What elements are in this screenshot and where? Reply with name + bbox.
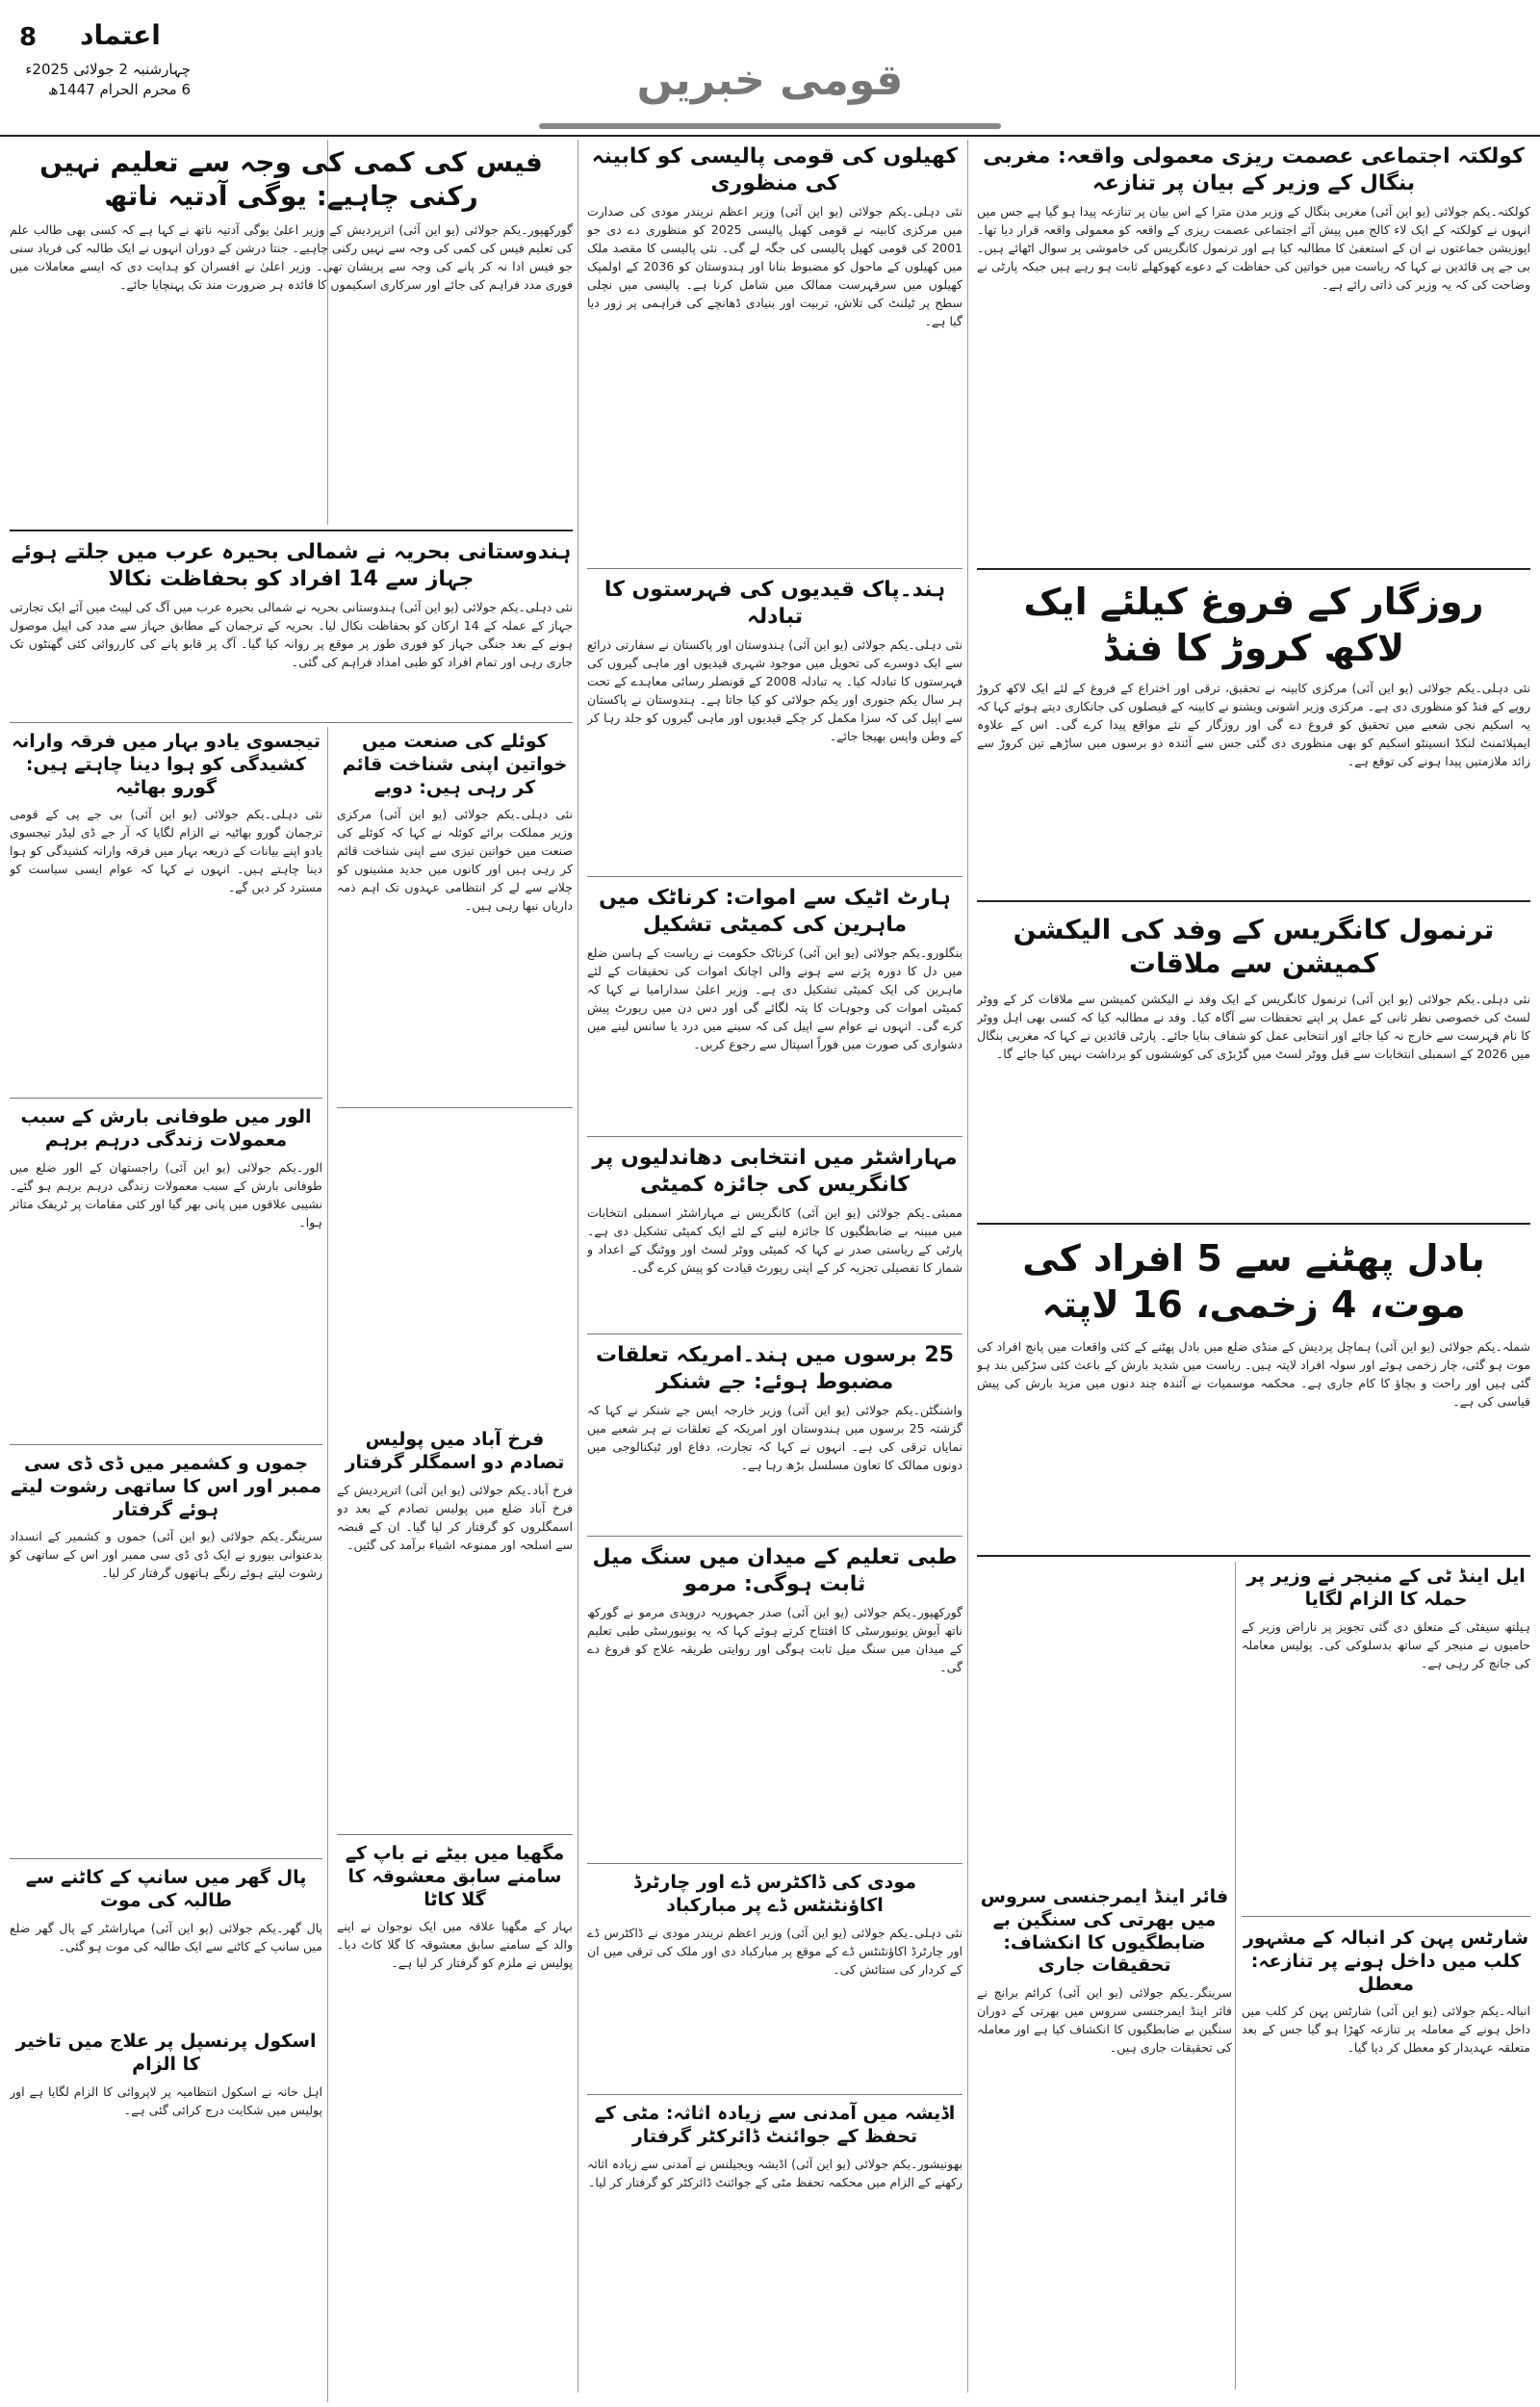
divider: [337, 1834, 573, 1835]
story-karnataka-heart: [587, 881, 962, 1131]
body-farrukhabad: فرخ آباد۔یکم جولائی (یو این آئی) اترپردیش کے فرخ آباد ضلع میں پولیس تصادم کے بعد دو اسمگلروں کو گرفتار کر لیا گیا۔ ان کے قبضہ سے اسلحہ اور ممنوعہ اشیاء برآمد کی گئیں۔: [337, 1482, 573, 1552]
story-sports-policy: [587, 140, 962, 563]
headline-school-principal: اسکول پرنسپل پر علاج میں تاخیر کا الزام: [15, 2031, 317, 2075]
headline-alwar-rain: الور میں طوفانی بارش کے سبب معمولات زندگی درہم برہم: [20, 1106, 312, 1151]
headline-ambala-club: شارٹس پہن کر انبالہ کے مشہور کلب میں داخل ہونے پر تنازعہ: معطل: [1243, 1928, 1529, 1995]
story-odisha: [587, 2099, 962, 2388]
divider: [10, 530, 573, 531]
story-navy-rescue: [10, 535, 573, 718]
story-maharashtra-congress: [587, 1141, 962, 1329]
divider: [10, 1444, 322, 1445]
headline-lt-manager: ایل اینڈ ٹی کے منیجر نے وزیر پر حملہ کا الزام لگایا: [1246, 1566, 1526, 1610]
divider: [587, 568, 962, 569]
story-lt-manager: [1242, 1562, 1530, 1870]
body-coal-women: نئی دہلی۔یکم جولائی (یو این آئی) مرکزی وزیر مملکت برائے کوئلہ نے کہا کہ کوئلے کی صنعت میں خواتین تیزی سے اپنی شناخت قائم کر رہی ہیں اور کانوں میں جدید مشینوں کو چلانے سے لے کر انتظامی عہدوں تک اہم ذمہ داریاں نبھا رہی ہیں۔: [337, 807, 573, 914]
headline-karnataka-heart: ہارٹ اٹیک سے اموات: کرناٹک میں ماہرین کی کمیٹی تشکیل: [599, 886, 951, 937]
story-cloudburst: [977, 1230, 1530, 1519]
story-ambala-club: [1242, 1924, 1530, 2386]
date-gregorian: چہارشنبہ 2 جولائی 2025ء: [25, 61, 191, 78]
divider: [10, 722, 573, 723]
body-tejashwi: نئی دہلی۔یکم جولائی (یو این آئی) بی جے پی کے قومی ترجمان گورو بھاٹیہ نے الزام لگایا کہ آر جے ڈی لیڈر تیجسوی یادو اپنے بیانات کے ذریعہ بہار میں فرقہ وارانہ کشیدگی کو ہوا دینا چاہتے ہیں۔ انہوں نے کہا کہ عوام ایسی سیاست کو مسترد کر دیں گے۔: [10, 807, 322, 895]
story-school-principal: [10, 2027, 322, 2388]
headline-jaishankar: 25 برسوں میں ہند۔امریکہ تعلقات مضبوط ہوئے: جے شنکر: [596, 1343, 954, 1394]
headline-yogi-fees: فیس کی کمی کی وجہ سے تعلیم نہیں رکنی چاہیے: یوگی آدتیہ ناتھ: [39, 146, 543, 212]
divider: [977, 900, 1530, 902]
headline-fire-service: فائر اینڈ ایمرجنسی سروس میں بھرتی کی سنگین بے ضابطگیوں کا انکشاف: تحقیقات جاری: [980, 1886, 1229, 1977]
headline-navy-rescue: ہندوستانی بحریہ نے شمالی بحیرہ عرب میں جلتے ہوئے جہاز سے 14 افراد کو بحفاظت نکالا: [11, 540, 572, 591]
story-coal-women: [337, 727, 573, 1102]
headline-tmc-delegation: ترنمول کانگریس کے وفد کی الیکشن کمیشن سے ملاقات: [1013, 914, 1495, 979]
divider: [337, 1107, 573, 1108]
body-doctors-day: نئی دہلی۔یکم جولائی (یو این آئی) وزیر اعظم نریندر مودی نے ڈاکٹرس ڈے اور چارٹرڈ اکاؤنٹنٹس ڈے کے موقع پر مبارکباد دی اور ملک کی ترقی میں ان کے کردار کی ستائش کی۔: [587, 1925, 962, 1977]
divider: [587, 876, 962, 877]
headline-tejashwi: تیجسوی یادو بہار میں فرقہ وارانہ کشیدگی کو ہوا دینا چاہتے ہیں: گورو بھاٹیہ: [12, 731, 321, 798]
headline-maghiya: مگھیا میں بیٹے نے باپ کے سامنے سابق معشوقہ کا گلا کاٹا: [345, 1843, 565, 1910]
divider: [587, 1136, 962, 1137]
body-palghar-snake: پال گھر۔یکم جولائی (یو این آئی) مہاراشٹر کے پال گھر ضلع میں سانپ کے کاٹنے سے ایک طالبہ کی موت ہو گئی۔: [10, 1920, 322, 1954]
divider: [977, 1223, 1530, 1225]
top-rule: [0, 135, 1540, 137]
body-alwar-rain: الور۔یکم جولائی (یو این آئی) راجستھان کے الور ضلع میں طوفانی بارش کے سبب معمولات زندگی درہم برہم ہو گئے۔ نشیبی علاقوں میں پانی بھر گیا اور کئی مقامات پر ٹریفک متاثر ہوا۔: [10, 1159, 322, 1229]
headline-palghar-snake: پال گھر میں سانپ کے کاٹنے سے طالبہ کی موت: [25, 1867, 307, 1911]
body-sports-policy: نئی دہلی۔یکم جولائی (یو این آئی) وزیر اعظم نریندر مودی کی صدارت میں مرکزی کابینہ نے قومی کھیل پالیسی 2025 کو منظوری دے دی جو 2001 کی قومی کھیل پالیسی کی جگہ لے گی۔ نئی پالیسی کا مقصد ملک میں کھیلوں کے ماحول کو مضبوط بنانا اور ہندوستان کو 2036 کے اولمپک کھیلوں میں سرفہرست ممالک میں شامل کرنا ہے۔ پالیسی میں نچلی سطح پر ٹیلنٹ کی تلاش، تربیت اور بنیادی ڈھانچے کی فراہمی پر زور دیا گیا ہے۔: [587, 204, 962, 328]
body-odisha: بھونیشور۔یکم جولائی (یو این آئی) اڈیشہ ویجیلنس نے آمدنی سے زیادہ اثاثہ رکھنے کے الزام میں محکمہ تحفظ مٹی کے جوائنٹ ڈائرکٹر کو گرفتار کر لیا۔: [587, 2156, 962, 2189]
divider: [587, 1863, 962, 1864]
headline-farrukhabad: فرخ آباد میں پولیس تصادم دو اسمگلر گرفتار: [345, 1429, 565, 1473]
date-hijri: 6 محرم الحرام 1447ھ: [48, 81, 191, 98]
divider: [587, 1333, 962, 1334]
story-tmc-delegation: [977, 907, 1530, 1215]
body-fire-service: سرینگر۔یکم جولائی (یو این آئی) کرائم برانچ نے فائر اینڈ ایمرجنسی سروس میں بھرتی کے دوران سنگین بے ضابطگیوں کا انکشاف کیا ہے اور معاملہ کی تحقیقات جاری ہیں۔: [977, 1985, 1232, 2055]
story-farrukhabad: [337, 1425, 573, 1829]
story-yogi-fees: [10, 140, 573, 525]
column-rule: [327, 727, 328, 2402]
headline-murmu: طبی تعلیم کے میدان میں سنگ میل ثابت ہوگی: مرمو: [592, 1545, 958, 1596]
divider: [10, 1858, 322, 1859]
story-fire-service: [977, 1882, 1232, 2383]
body-jaishankar: واشنگٹن۔یکم جولائی (یو این آئی) وزیر خارجہ ایس جے شنکر نے کہا کہ گزشتہ 25 برسوں میں ہندوستان اور امریکہ کے تعلقات نے ہر شعبے میں نمایاں ترقی کی ہے۔ انہوں نے کہا کہ تجارت، دفاع اور ٹیکنالوجی میں دونوں ممالک کا تعاون مسلسل بڑھ رہا ہے۔: [587, 1403, 962, 1472]
newspaper-name: اعتماد: [80, 19, 161, 51]
story-murmu: [587, 1540, 962, 1858]
story-kolkata: [977, 140, 1530, 563]
section-title: قومی خبریں: [636, 56, 904, 105]
story-employment-fund: [977, 576, 1530, 865]
dateline: [17, 60, 191, 100]
divider: [587, 2094, 962, 2095]
divider: [10, 1098, 322, 1099]
headline-kolkata: کولکتہ اجتماعی عصمت ریزی معمولی واقعہ: مغربی بنگال کے وزیر کے بیان پر تنازعہ: [983, 144, 1525, 195]
headline-maharashtra-congress: مہاراشٹر میں انتخابی دھاندلیوں پر کانگریس کی جائزہ کمیٹی: [592, 1146, 958, 1197]
body-employment-fund: نئی دہلی۔یکم جولائی (یو این آئی) مرکزی کابینہ نے تحقیق، ترقی اور اختراع کے فروغ کے لئے ایک لاکھ کروڑ روپے کے فنڈ کو منظوری دی ہے۔ مرکزی وزیر اشونی ویشنو نے کابینہ کے فیصلوں کی جانکاری دیتے ہوئے کہا کہ یہ اسکیم نجی شعبے میں تحقیق کو فروغ دے گی اور روزگار کے نئے مواقع پیدا کرے گی۔ اس کے علاوہ ایمپلائمنٹ لنکڈ انسینٹو اسکیم کو بھی منظوری دی گئی جس سے آئندہ دو برسوں میں ساڑھے تین کروڑ سے زائد ملازمتیں پیدا ہونے کی توقع ہے۔: [977, 681, 1530, 768]
body-ambala-club: انبالہ۔یکم جولائی (یو این آئی) شارٹس پہن کر کلب میں داخل ہونے کے معاملہ پر تنازعہ کھڑا ہو گیا جس کے بعد متعلقہ عہدیدار کو معطل کر دیا گیا۔: [1242, 2004, 1530, 2056]
body-school-principal: اہل خانہ نے اسکول انتظامیہ پر لاپروائی کا الزام لگایا ہے اور پولیس میں شکایت درج کرائی گئی ہے۔: [10, 2083, 322, 2117]
story-tejashwi: [10, 727, 322, 1093]
column-rule: [967, 140, 968, 2393]
body-maharashtra-congress: ممبئی۔یکم جولائی (یو این آئی) کانگریس نے مہاراشٹر اسمبلی انتخابات میں مبینہ بے ضابطگیوں کا جائزہ لینے کے لئے ایک کمیٹی تشکیل دی ہے۔ پارٹی کے ریاستی صدر نے کہا کہ کمیٹی ووٹر لسٹ اور ووٹنگ کے اعداد و شمار کا تفصیلی تجزیہ کر کے اپنی رپورٹ قیادت کو پیش کرے گی۔: [587, 1205, 962, 1275]
story-maghiya: [337, 1839, 573, 2388]
body-jk-ddc: سرینگر۔یکم جولائی (یو این آئی) جموں و کشمیر کے انسداد بدعنوانی بیورو نے ایک ڈی ڈی سی ممبر اور اس کے ساتھی کو رشوت لیتے ہوئے رنگے ہاتھوں گرفتار کر لیا۔: [10, 1529, 322, 1581]
divider: [587, 1536, 962, 1537]
headline-cloudburst: بادل پھٹنے سے 5 افراد کی موت، 4 زخمی، 16 لاپتہ: [1022, 1237, 1485, 1326]
divider: [1242, 1916, 1530, 1917]
story-jk-ddc: [10, 1449, 322, 1853]
headline-sports-policy: کھیلوں کی قومی پالیسی کو کابینہ کی منظوری: [591, 144, 959, 195]
section-title-underline: [539, 123, 1001, 129]
body-karnataka-heart: بنگلورو۔یکم جولائی (یو این آئی) کرناٹک حکومت نے ریاست کے ہاسن ضلع میں دل کا دورہ پڑنے سے ہونے والی اچانک اموات کی تحقیقات کے لئے ماہرین کی ایک کمیٹی تشکیل دی ہے۔ وزیر اعلیٰ سدارامیا نے کہا کہ کمیٹی اموات کی وجوہات کا پتہ لگائے گی اور دس دن میں رپورٹ پیش کرے گی۔ انہوں نے عوام سے اپیل کی کہ سینے میں درد یا سانس لینے میں دشواری کی صورت میں فوراً اسپتال سے رجوع کریں۔: [587, 945, 962, 1051]
body-kolkata: کولکتہ۔یکم جولائی (یو این آئی) مغربی بنگال کے وزیر مدن مترا کے اس بیان پر تنازعہ پیدا ہو گیا ہے جس میں انہوں نے کولکتہ کے ایک لاء کالج میں پیش آئے اجتماعی عصمت ریزی کے واقعہ کو معمولی واقعہ قرار دیا تھا۔ اپوزیشن جماعتوں نے ان کے استعفیٰ کا مطالبہ کیا ہے اور ترنمول کانگریس کی خاموشی پر سوال اٹھائے ہیں۔ بی جے پی قائدین نے کہا کہ ریاست میں خواتین کی حفاظت کے دعوے کھوکھلے ثابت ہو رہے ہیں جبکہ پارٹی نے وضاحت کی کہ یہ وزیر کی ذاتی رائے ہے۔: [977, 204, 1530, 292]
headline-prisoners: ہند۔پاک قیدیوں کی فہرستوں کا تبادلہ: [603, 578, 946, 629]
story-doctors-day: [587, 1868, 962, 2089]
page-number: 8: [19, 23, 38, 52]
headline-jk-ddc: جموں و کشمیر میں ڈی ڈی سی ممبر اور اس کا ساتھی رشوت لیتے ہوئے گرفتار: [10, 1453, 322, 1520]
body-tmc-delegation: نئی دہلی۔یکم جولائی (یو این آئی) ترنمول کانگریس کے ایک وفد نے الیکشن کمیشن سے ملاقات کر کے ووٹر لسٹ کی خصوصی نظر ثانی کے عمل پر اپنے تحفظات سے آگاہ کیا۔ وفد نے مطالبہ کیا کہ کسی بھی اہل ووٹر کا نام فہرست سے خارج نہ کیا جائے اور انتخابی عمل کو شفاف بنایا جائے۔ پارٹی قائدین نے کہا کہ مغربی بنگال میں 2026 کے اسمبلی انتخابات سے قبل ووٹر لسٹ میں گڑبڑی کی کوششوں کو برداشت نہیں کیا جائے گا۔: [977, 992, 1530, 1061]
body-navy-rescue: نئی دہلی۔یکم جولائی (یو این آئی) ہندوستانی بحریہ نے شمالی بحیرہ عرب میں آگ کی لپیٹ میں آئے ایک تجارتی جہاز کے عملہ کے 14 ارکان کو بحفاظت نکال لیا۔ بحریہ کے ترجمان کے مطابق جہاز سے مدد کی اپیل موصول ہونے کے بعد جنگی جہاز کو فوری طور پر موقع پر روانہ کیا گیا۔ آگ پر قابو پانے کی کارروائی کئی گھنٹوں تک جاری رہی اور تمام افراد کو طبی امداد فراہم کی گئی۔: [10, 600, 573, 669]
body-maghiya: بہار کے مگھیا علاقہ میں ایک نوجوان نے اپنے والد کے سامنے سابق معشوقہ کا گلا کاٹ دیا۔ پولیس نے ملزم کو گرفتار کر لیا ہے۔: [337, 1919, 573, 1971]
headline-odisha: اڈیشہ میں آمدنی سے زیادہ اثاثہ: مٹی کے تحفظ کے جوائنٹ ڈائرکٹر گرفتار: [594, 2103, 956, 2147]
masthead: [0, 0, 1540, 144]
body-yogi-fees: گورکھپور۔یکم جولائی (یو این آئی) اترپردیش کے وزیر اعلیٰ یوگی آدتیہ ناتھ نے کہا ہے کہ کسی بھی طالب علم کی تعلیم فیس کی کمی کی وجہ سے نہیں رکنی چاہیے۔ جنتا درشن کے دوران انہوں نے ایک طالبہ کی فریاد سنی جو فیس ادا نہ کر پانے کی وجہ سے پریشان تھی۔ وزیر اعلیٰ نے افسران کو ہدایت دی کہ ایسے معاملات میں فوری مدد فراہم کی جائے اور سرکاری اسکیموں کا فائدہ ہر ضرورت مند تک پہنچایا جائے۔: [10, 222, 573, 292]
headline-doctors-day: مودی کی ڈاکٹرس ڈے اور چارٹرڈ اکاؤنٹنٹس ڈے پر مبارکباد: [632, 1872, 917, 1916]
column-rule: [1235, 1562, 1236, 2390]
divider: [977, 568, 1530, 570]
body-cloudburst: شملہ۔یکم جولائی (یو این آئی) ہماچل پردیش کے منڈی ضلع میں بادل پھٹنے کے کئی واقعات میں پانچ افراد کی موت ہو گئی، چار زخمی ہوئے اور سولہ افراد لاپتہ ہیں۔ ریاست میں شدید بارش کے باعث کئی سڑکیں بند ہو گئی ہیں اور راحت و بچاؤ کا کام جاری ہے۔ محکمہ موسمیات نے آئندہ چند دنوں میں مزید بارش کی پیش قیاسی کی ہے۔: [977, 1339, 1530, 1409]
body-lt-manager: ہیلتھ سیفٹی کے متعلق دی گئی تجویز پر ناراض وزیر کے حامیوں نے منیجر کے ساتھ بدسلوکی کی۔ پولیس معاملہ کی جانچ کر رہی ہے۔: [1242, 1618, 1530, 1670]
story-palghar-snake: [10, 1863, 322, 2027]
body-prisoners: نئی دہلی۔یکم جولائی (یو این آئی) ہندوستان اور پاکستان نے سفارتی ذرائع سے ایک دوسرے کی تحویل میں موجود شہری قیدیوں اور ماہی گیروں کی فہرستوں کا تبادلہ کیا۔ یہ تبادلہ 2008 کے قونصلر رسائی معاہدے کے تحت ہر سال یکم جنوری اور یکم جولائی کو کیا جاتا ہے۔ ہندوستان نے پاکستان سے اپیل کی کہ سزا مکمل کر چکے قیدیوں اور ماہی گیروں کو جلد رہا کر کے وطن واپس بھیجا جائے۔: [587, 637, 962, 743]
divider: [977, 1555, 1530, 1557]
headline-employment-fund: روزگار کے فروغ کیلئے ایک لاکھ کروڑ کا فنڈ: [1023, 581, 1484, 669]
headline-coal-women: کوئلے کی صنعت میں خواتین اپنی شناخت قائم کر رہی ہیں: دوبے: [342, 731, 568, 798]
story-alwar-rain: [10, 1102, 322, 1439]
story-prisoners: [587, 573, 962, 871]
body-murmu: گورکھپور۔یکم جولائی (یو این آئی) صدر جمہوریہ دروپدی مرمو نے گورکھ ناتھ آیوش یونیورسٹی کا افتتاح کرتے ہوئے کہا کہ یہ یونیورسٹی طبی تعلیم کے میدان میں سنگ میل ثابت ہوگی اور روایتی طریقہ علاج کو فروغ دے گی۔: [587, 1605, 962, 1674]
story-jaishankar: [587, 1338, 962, 1531]
